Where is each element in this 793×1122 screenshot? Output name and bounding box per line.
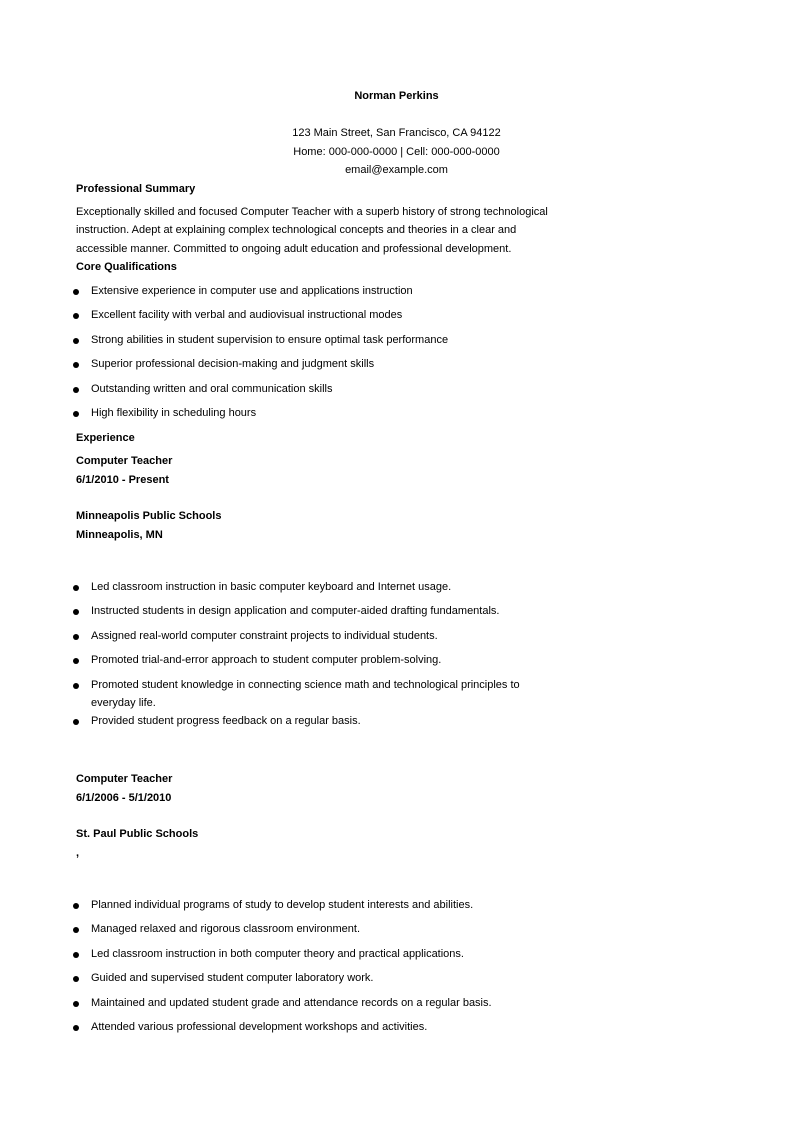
job-dates: 6/1/2010 - Present <box>76 474 169 486</box>
job-title: Computer Teacher <box>76 773 173 785</box>
bullet-icon <box>73 634 79 640</box>
duty-item: Led classroom instruction in both computer theory and practical applications. <box>91 948 464 960</box>
bullet-icon <box>73 976 79 982</box>
duty-item: Promoted trial-and-error approach to student computer problem-solving. <box>91 654 442 666</box>
duty-item: Planned individual programs of study to develop student interests and abilities. <box>91 899 474 911</box>
experience-heading: Experience <box>76 432 135 444</box>
summary-line: instruction. Adept at explaining complex technological concepts and theories in a clear and <box>76 224 517 236</box>
job-location: Minneapolis, MN <box>76 529 163 541</box>
bullet-icon <box>73 1025 79 1031</box>
duty-item: Led classroom instruction in basic computer keyboard and Internet usage. <box>91 581 452 593</box>
duty-item: Provided student progress feedback on a regular basis. <box>91 715 361 727</box>
qualification-item: Strong abilities in student supervision to ensure optimal task performance <box>91 334 449 346</box>
job-title: Computer Teacher <box>76 455 173 467</box>
candidate-name: Norman Perkins <box>354 90 439 102</box>
bullet-icon <box>73 387 79 393</box>
qualification-item: Outstanding written and oral communication skills <box>91 383 333 395</box>
bullet-icon <box>73 719 79 725</box>
employer: St. Paul Public Schools <box>76 828 199 840</box>
bullet-icon <box>73 313 79 319</box>
bullet-icon <box>73 658 79 664</box>
bullet-icon <box>73 585 79 591</box>
summary-line: Exceptionally skilled and focused Computer Teacher with a superb history of strong technological <box>76 206 548 218</box>
duty-item: Attended various professional development workshops and activities. <box>91 1021 428 1033</box>
qualification-item: Superior professional decision-making and judgment skills <box>91 358 375 370</box>
bullet-icon <box>73 903 79 909</box>
bullet-icon <box>73 927 79 933</box>
bullet-icon <box>73 338 79 344</box>
employer: Minneapolis Public Schools <box>76 510 222 522</box>
job-location: , <box>76 847 80 859</box>
summary-line: accessible manner. Committed to ongoing adult education and professional development. <box>76 243 512 255</box>
duty-item: Guided and supervised student computer laboratory work. <box>91 972 374 984</box>
duty-item-continuation: everyday life. <box>91 697 156 709</box>
qualification-item: Excellent facility with verbal and audiovisual instructional modes <box>91 309 403 321</box>
qualification-item: Extensive experience in computer use and applications instruction <box>91 285 413 297</box>
duty-item: Promoted student knowledge in connecting science math and technological principles to <box>91 679 520 691</box>
address: 123 Main Street, San Francisco, CA 94122 <box>292 127 501 139</box>
qualification-item: High flexibility in scheduling hours <box>91 407 257 419</box>
bullet-icon <box>73 1001 79 1007</box>
email: email@example.com <box>345 164 448 176</box>
phone-numbers: Home: 000-000-0000 | Cell: 000-000-0000 <box>293 146 500 158</box>
bullet-icon <box>73 683 79 689</box>
bullet-icon <box>73 289 79 295</box>
qualifications-heading: Core Qualifications <box>76 261 177 273</box>
bullet-icon <box>73 609 79 615</box>
duty-item: Instructed students in design application and computer-aided drafting fundamentals. <box>91 605 500 617</box>
bullet-icon <box>73 952 79 958</box>
duty-item: Assigned real-world computer constraint projects to individual students. <box>91 630 438 642</box>
duty-item: Managed relaxed and rigorous classroom environment. <box>91 923 361 935</box>
summary-heading: Professional Summary <box>76 183 196 195</box>
duty-item: Maintained and updated student grade and attendance records on a regular basis. <box>91 997 492 1009</box>
job-dates: 6/1/2006 - 5/1/2010 <box>76 792 172 804</box>
bullet-icon <box>73 362 79 368</box>
bullet-icon <box>73 411 79 417</box>
